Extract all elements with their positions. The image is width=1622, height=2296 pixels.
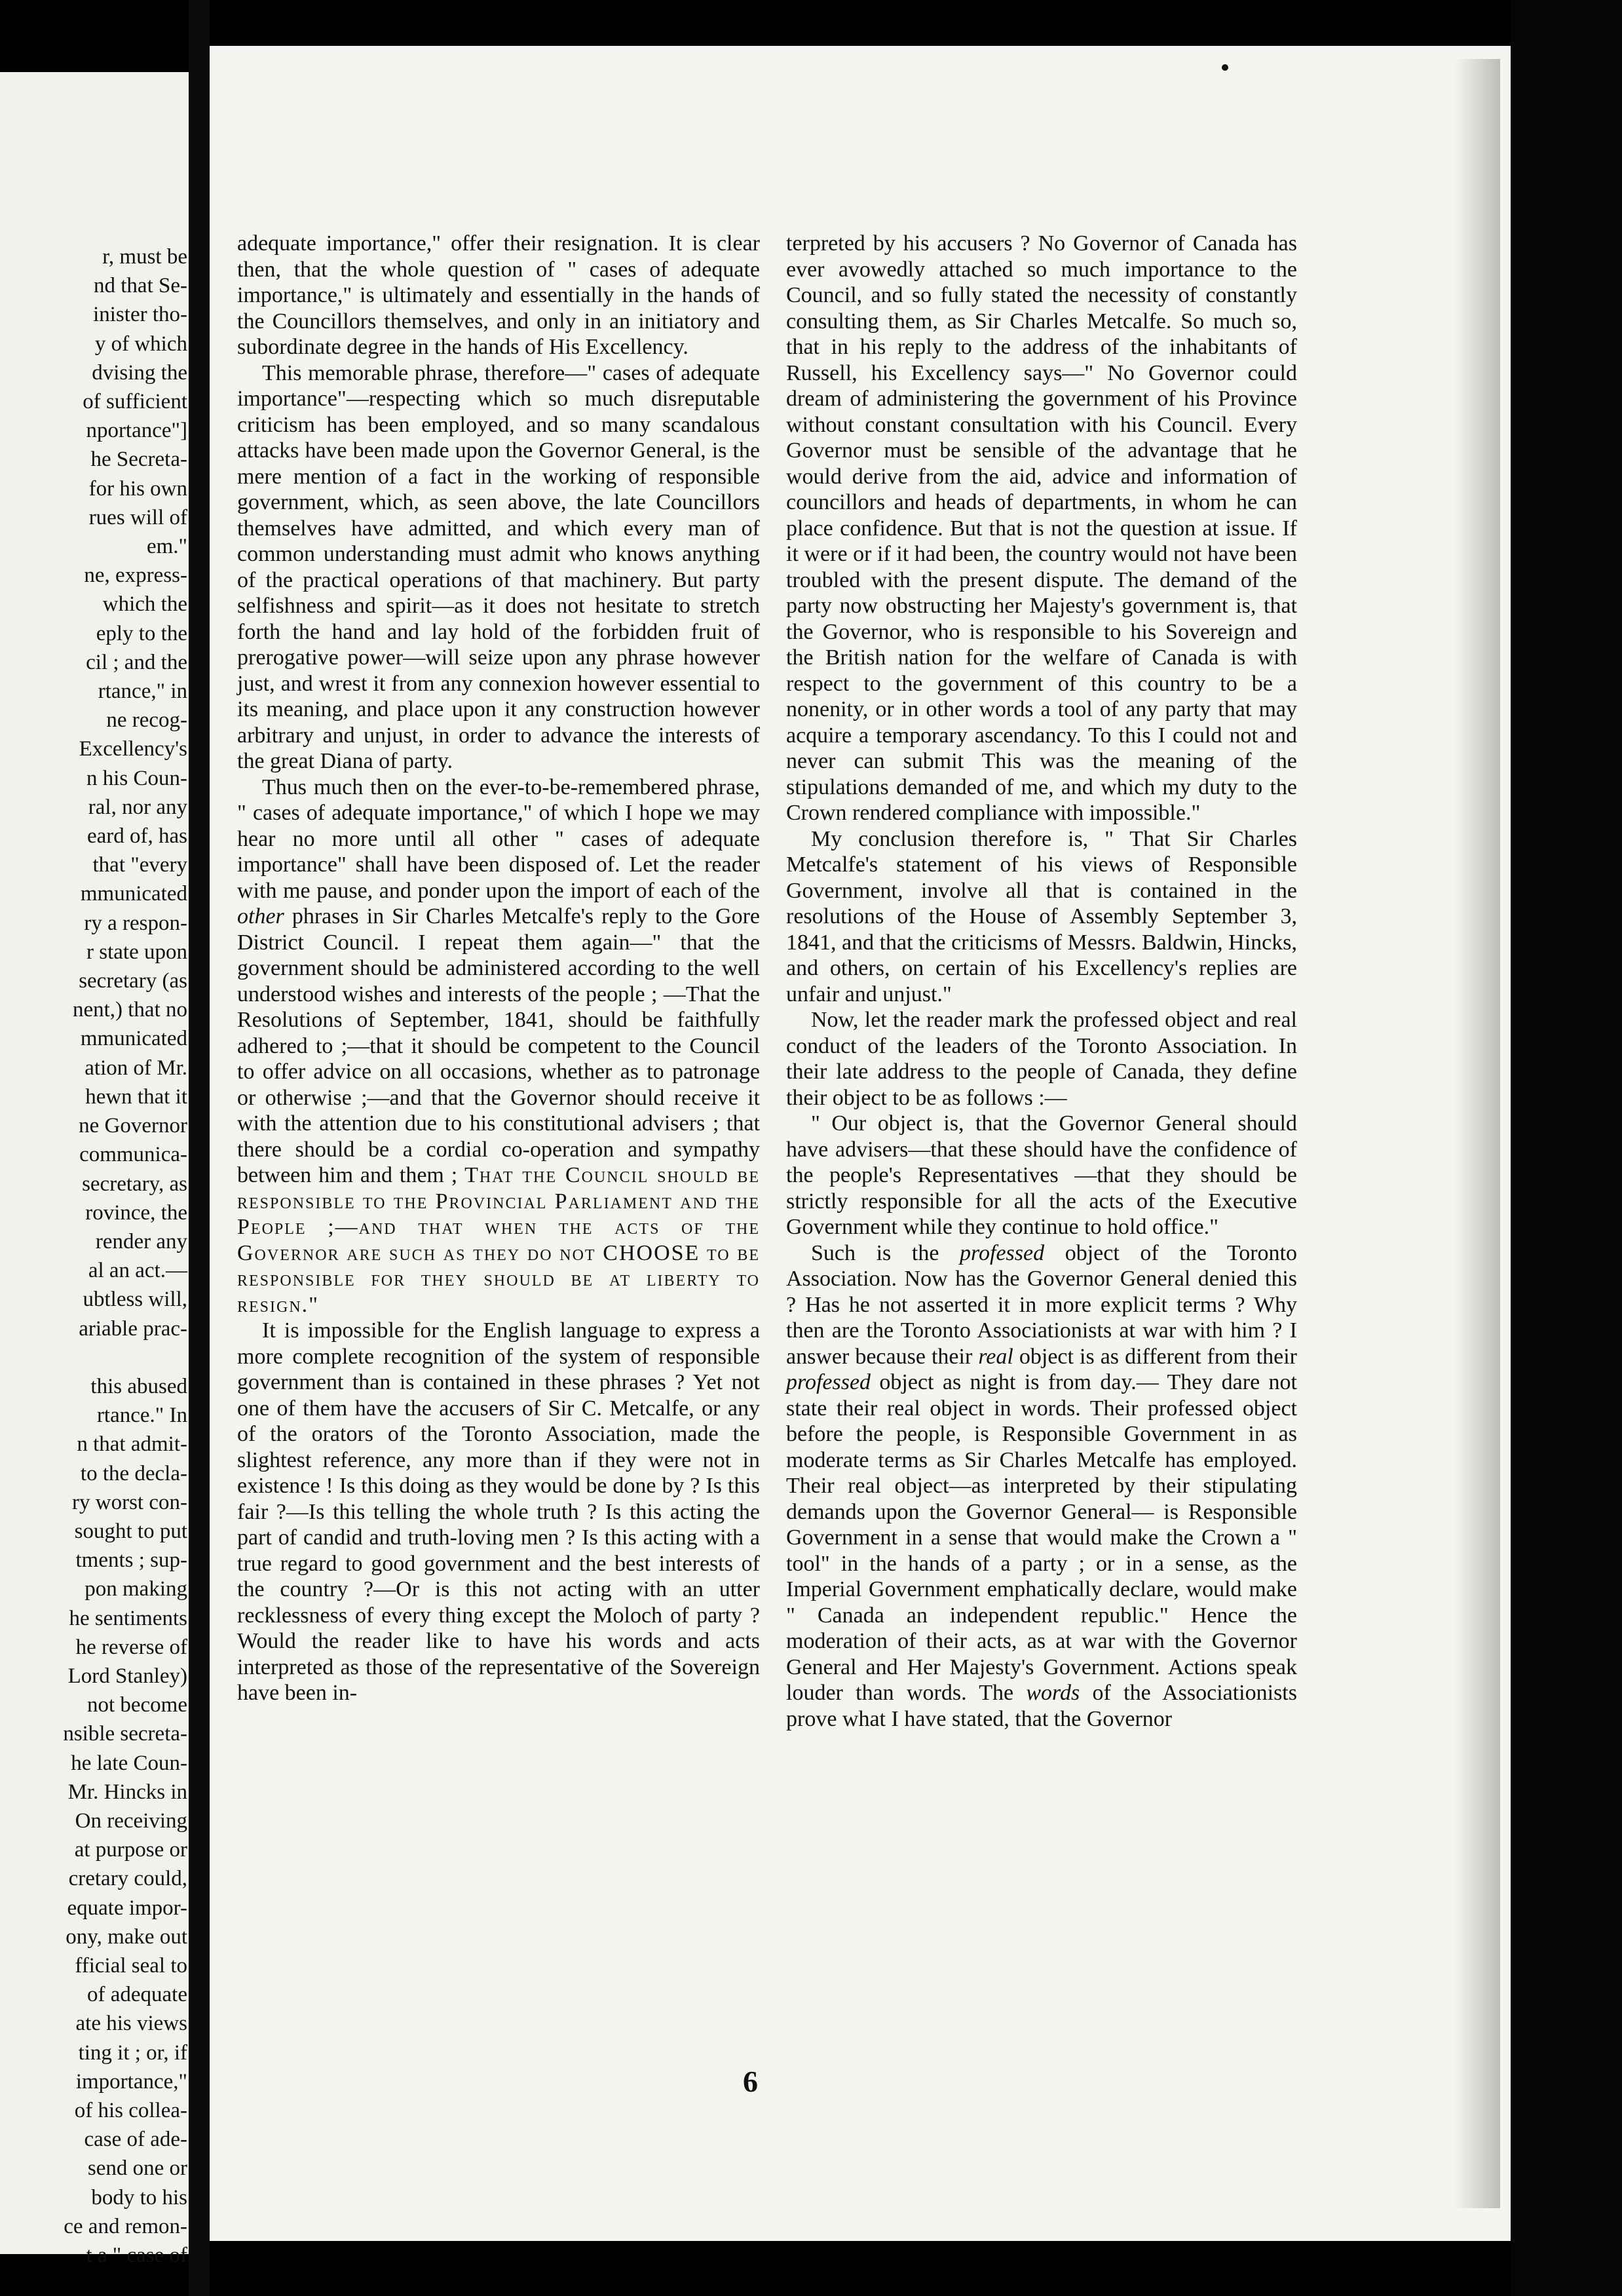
facing-page-line: render any [95,1229,187,1253]
facing-page-line: ne recog- [106,708,187,733]
facing-page-line: hewn that it [85,1084,187,1109]
facing-page-line: fficial seal to [75,1953,187,1978]
facing-page-line: send one or [87,2156,187,2181]
facing-page-line: r state upon [86,940,187,964]
facing-page-line: ry a respon- [84,911,187,935]
facing-page-line: Lord Stanley) [67,1664,187,1688]
facing-page-line: Mr. Hincks in [67,1780,187,1804]
facing-page-line: that "every [92,853,187,877]
facing-page-line: mmunicated [80,882,187,906]
quotation: " Our object is, that the Governor General should have advisers—that these should have the confidence of the people's Representatives —that they should be strictly responsible for all the acts of the Executive Government while they continue to hold office." [786,1111,1297,1239]
facing-page-line: eard of, has [86,824,187,849]
facing-page-line: of adequate [87,1983,187,2007]
facing-page-line: ting it ; or, if [78,2040,187,2065]
facing-page-line: mmunicated [80,1027,187,1051]
facing-page-line: for his own [88,476,187,501]
facing-page-line: at purpose or [74,1838,187,1862]
facing-page-line: ate his views [75,2012,187,2036]
facing-page-line: cretary could, [68,1867,187,1891]
scan-border [1511,0,1622,2296]
facing-page-line: he reverse of [75,1635,187,1659]
facing-page-line: n that admit- [77,1432,187,1457]
facing-page-line: sought to put [74,1519,187,1543]
facing-page-line: n his Coun- [86,766,187,790]
book-gutter [189,0,210,2296]
paragraph: Thus much then on the ever-to-be-remembered phrase, " cases of adequate importance," of which I hope we may hear no more until all other " cases of adequate importance" shall have been disposed of. Let the reader with me pause, and ponder upon the import of each of the other phrases in Sir Charles Metcalfe's reply to the Gore District Council. I repeat them again—" that the government should be administered according to the well understood wishes and interests of the people ; —That the Resolutions of September, 1841, should be faithfully adhered to ;—that it should be competent to the Council to offer advice on all occasions, whether as to patronage or otherwise ;—and that the Governor should receive it with the attention due to his constitutional advisers ; that there should be a cordial co-operation and sympathy between him and them ; That the Council should be responsible to the Provincial Parliament and the People ;—and that when the acts of the Governor are such as they do not CHOOSE to be responsible for they should be at liberty to resign." [237,775,761,1317]
facing-page-line: rtance," in [98,679,187,704]
facing-page-line: he late Coun- [71,1751,187,1775]
page-edge-shadow [1454,59,1500,2208]
facing-page-line: secretary, as [82,1172,187,1196]
facing-page-line: he sentiments [69,1606,187,1630]
facing-page-line: communica- [79,1143,187,1167]
facing-page-line: cil ; and the [86,650,187,674]
facing-page-line: t a " case of [86,2244,187,2268]
page-number: 6 [743,2065,758,2098]
facing-page-line: importance," [75,2069,187,2094]
facing-page-line: rtance." In [96,1404,187,1428]
paragraph: This memorable phrase, therefore—" cases of adequate importance"—respecting which so much disreputable criticism has been employed, and so many scandalous attacks have been made upon the Governor General, is the mere mention of a fact in the working of responsible government, which, as seen above, the late Councillors themselves have admitted, and which every man of common understanding must admit who knows anything of the practical operations of that machinery. But party selfishness and spirit—as it does not hesitate to stretch forth the hand and lay hold of the forbidden fruit of prerogative power—will seize upon any phrase however just, and wrest it from any connexion however essential to its meaning, and place upon it any construction however arbitrary and unjust, in order to advance the interests of the great Diana of party. [237,360,760,773]
paragraph: Such is the professed object of the Toronto Association. Now has the Governor General denied this ? Has he not asserted it in more explicit terms ? Why then are the Toronto Associationists at war with him ? I answer because their real object is as different from their professed object as night is from day.— They dare not state their real object in words. Their professed object before the people, is Responsible Government in as moderate terms as Sir Charles Metcalfe has employed. Their real object—as interpreted by their stipulating demands upon the Governor General— is Responsible Government in a sense that would make the Crown a " tool" in the hands of a party ; or in a sense, as the Imperial Government emphatically declare, would make " Canada an independent republic." Hence the moderation of their acts, as at war with the Governor General and Her Majesty's Government. Actions speak louder than words. The words of the Associationists prove what I have stated, that the Governor [786,1240,1297,1731]
facing-page-line: not become [86,1693,187,1717]
paragraph: terpreted by his accusers ? No Governor of Canada has ever avowedly attached so much importance to the Council, and so fully stated the necessity of constantly consulting them, as Sir Charles Metcalfe. So much so, that in his reply to the address of the inhabitants of Russell, his Excellency says—" No Governor could dream of administering the government of his Province without constant consultation with his Council. Every Governor must be sensible of the advantage that he would derive from the aid, advice and information of councillors and heads of departments, in whom he can place confidence. But that is not the question at issue. If it were or if it had been, the country would not have been troubled with the present dispute. The demand of the party now obstructing her Majesty's government is, that the Governor, who is responsible to his Sovereign and the British nation for the welfare of Canada is with respect to the government of this country to be a nonenity, or in other words a tool of any party that may acquire a temporary ascendancy. To this I could not and never can submit This was the meaning of the stipulations demanded of me, and which my duty to the Crown rendered compliance with impossible." [786,231,1297,825]
facing-page-fragment [0,72,189,2268]
facing-page-line: ne, express- [84,564,187,588]
facing-page-line: ral, nor any [88,795,187,819]
facing-page-line: Excellency's [79,737,187,761]
paragraph: adequate importance," offer their resignation. It is clear then, that the whole question of " cases of adequate importance," is ultimately and essentially in the hands of the Councillors themselves, and only in an initiatory and subordinate degree in the hands of His Excellency. [237,231,760,359]
facing-page-line: rovince, the [85,1200,187,1225]
ink-speck [1222,64,1228,71]
facing-page-line: equate impor- [67,1896,187,1920]
facing-page-line: ation of Mr. [85,1056,187,1080]
facing-page-line: secretary (as [79,969,187,993]
facing-page-line: rues will of [88,505,187,529]
facing-page-line: al an act.— [88,1259,187,1283]
facing-page-line: this abused [90,1374,187,1398]
facing-page-line: dvising the [92,360,187,385]
facing-page-line: ubtless will, [83,1288,187,1312]
facing-page-line: to the decla- [80,1461,187,1485]
facing-page-line: he Secreta- [90,448,187,472]
facing-page-line: em." [146,535,187,559]
facing-page-line: ne Governor [79,1114,187,1138]
facing-page-line: r, must be [102,245,187,269]
paragraph: Now, let the reader mark the professed object and real conduct of the leaders of the Toronto Association. In their late address to the people of Canada, they define their object to be as follows :— [786,1008,1297,1110]
facing-page-line: nent,) that no [72,998,187,1022]
facing-page-line: On receiving [75,1808,187,1833]
facing-page-line: nd that Se- [94,274,187,298]
facing-page-line: nportance"] [86,419,187,443]
paragraph: My conclusion therefore is, " That Sir Charles Metcalfe's statement of his views of Responsible Government, involve all that is contained in the resolutions of the House of Assembly September 3, 1841, and that the criticisms of Messrs. Baldwin, Hincks, and others, on certain of his Excellency's replies are unfair and unjust." [786,826,1298,1006]
facing-page-line [0,1343,187,1372]
facing-page-line: tments ; sup- [75,1548,187,1573]
facing-page-line: y of which [94,332,187,356]
facing-page-line: body to his [91,2185,187,2210]
text-column-left [237,231,760,1706]
paragraph: It is impossible for the English language to express a more complete recognition of the system of responsible government than is contained in these phrases ? Yet not one of them have the accusers of Sir C. Metcalfe, or any of the orators of the Toronto Association, made the slightest reference, any more than if they were not in existence ! Is this doing as they would be done by ? Is this fair ?—Is this telling the whole truth ? Is this acting the part of candid and truth-loving men ? Is this acting with a true regard to good government and the best interests of the country ?—Or is this not acting with an utter recklessness of every thing except the Moloch of party ? Would the reader like to have his words and acts interpreted as those of the representative of the Sovereign have been in- [237,1318,760,1705]
facing-page-line: nsible secreta- [63,1722,187,1746]
facing-page-line: of his collea- [74,2099,187,2122]
facing-page-line: ry worst con- [72,1490,187,1514]
facing-page-text [0,242,187,2270]
facing-page-line: case of ade- [84,2128,187,2152]
text-column-right [786,231,1297,1732]
facing-page-line: pon making [85,1577,187,1601]
facing-page-line: of sufficient [83,390,187,414]
facing-page-line: ony, make out [66,1924,187,1949]
facing-page-line: ce and remon- [64,2214,187,2238]
facing-page-line: which the [102,592,187,617]
facing-page-line: ariable prac- [79,1316,187,1341]
facing-page-line: eply to the [96,621,187,645]
facing-page-line: inister tho- [93,303,187,327]
